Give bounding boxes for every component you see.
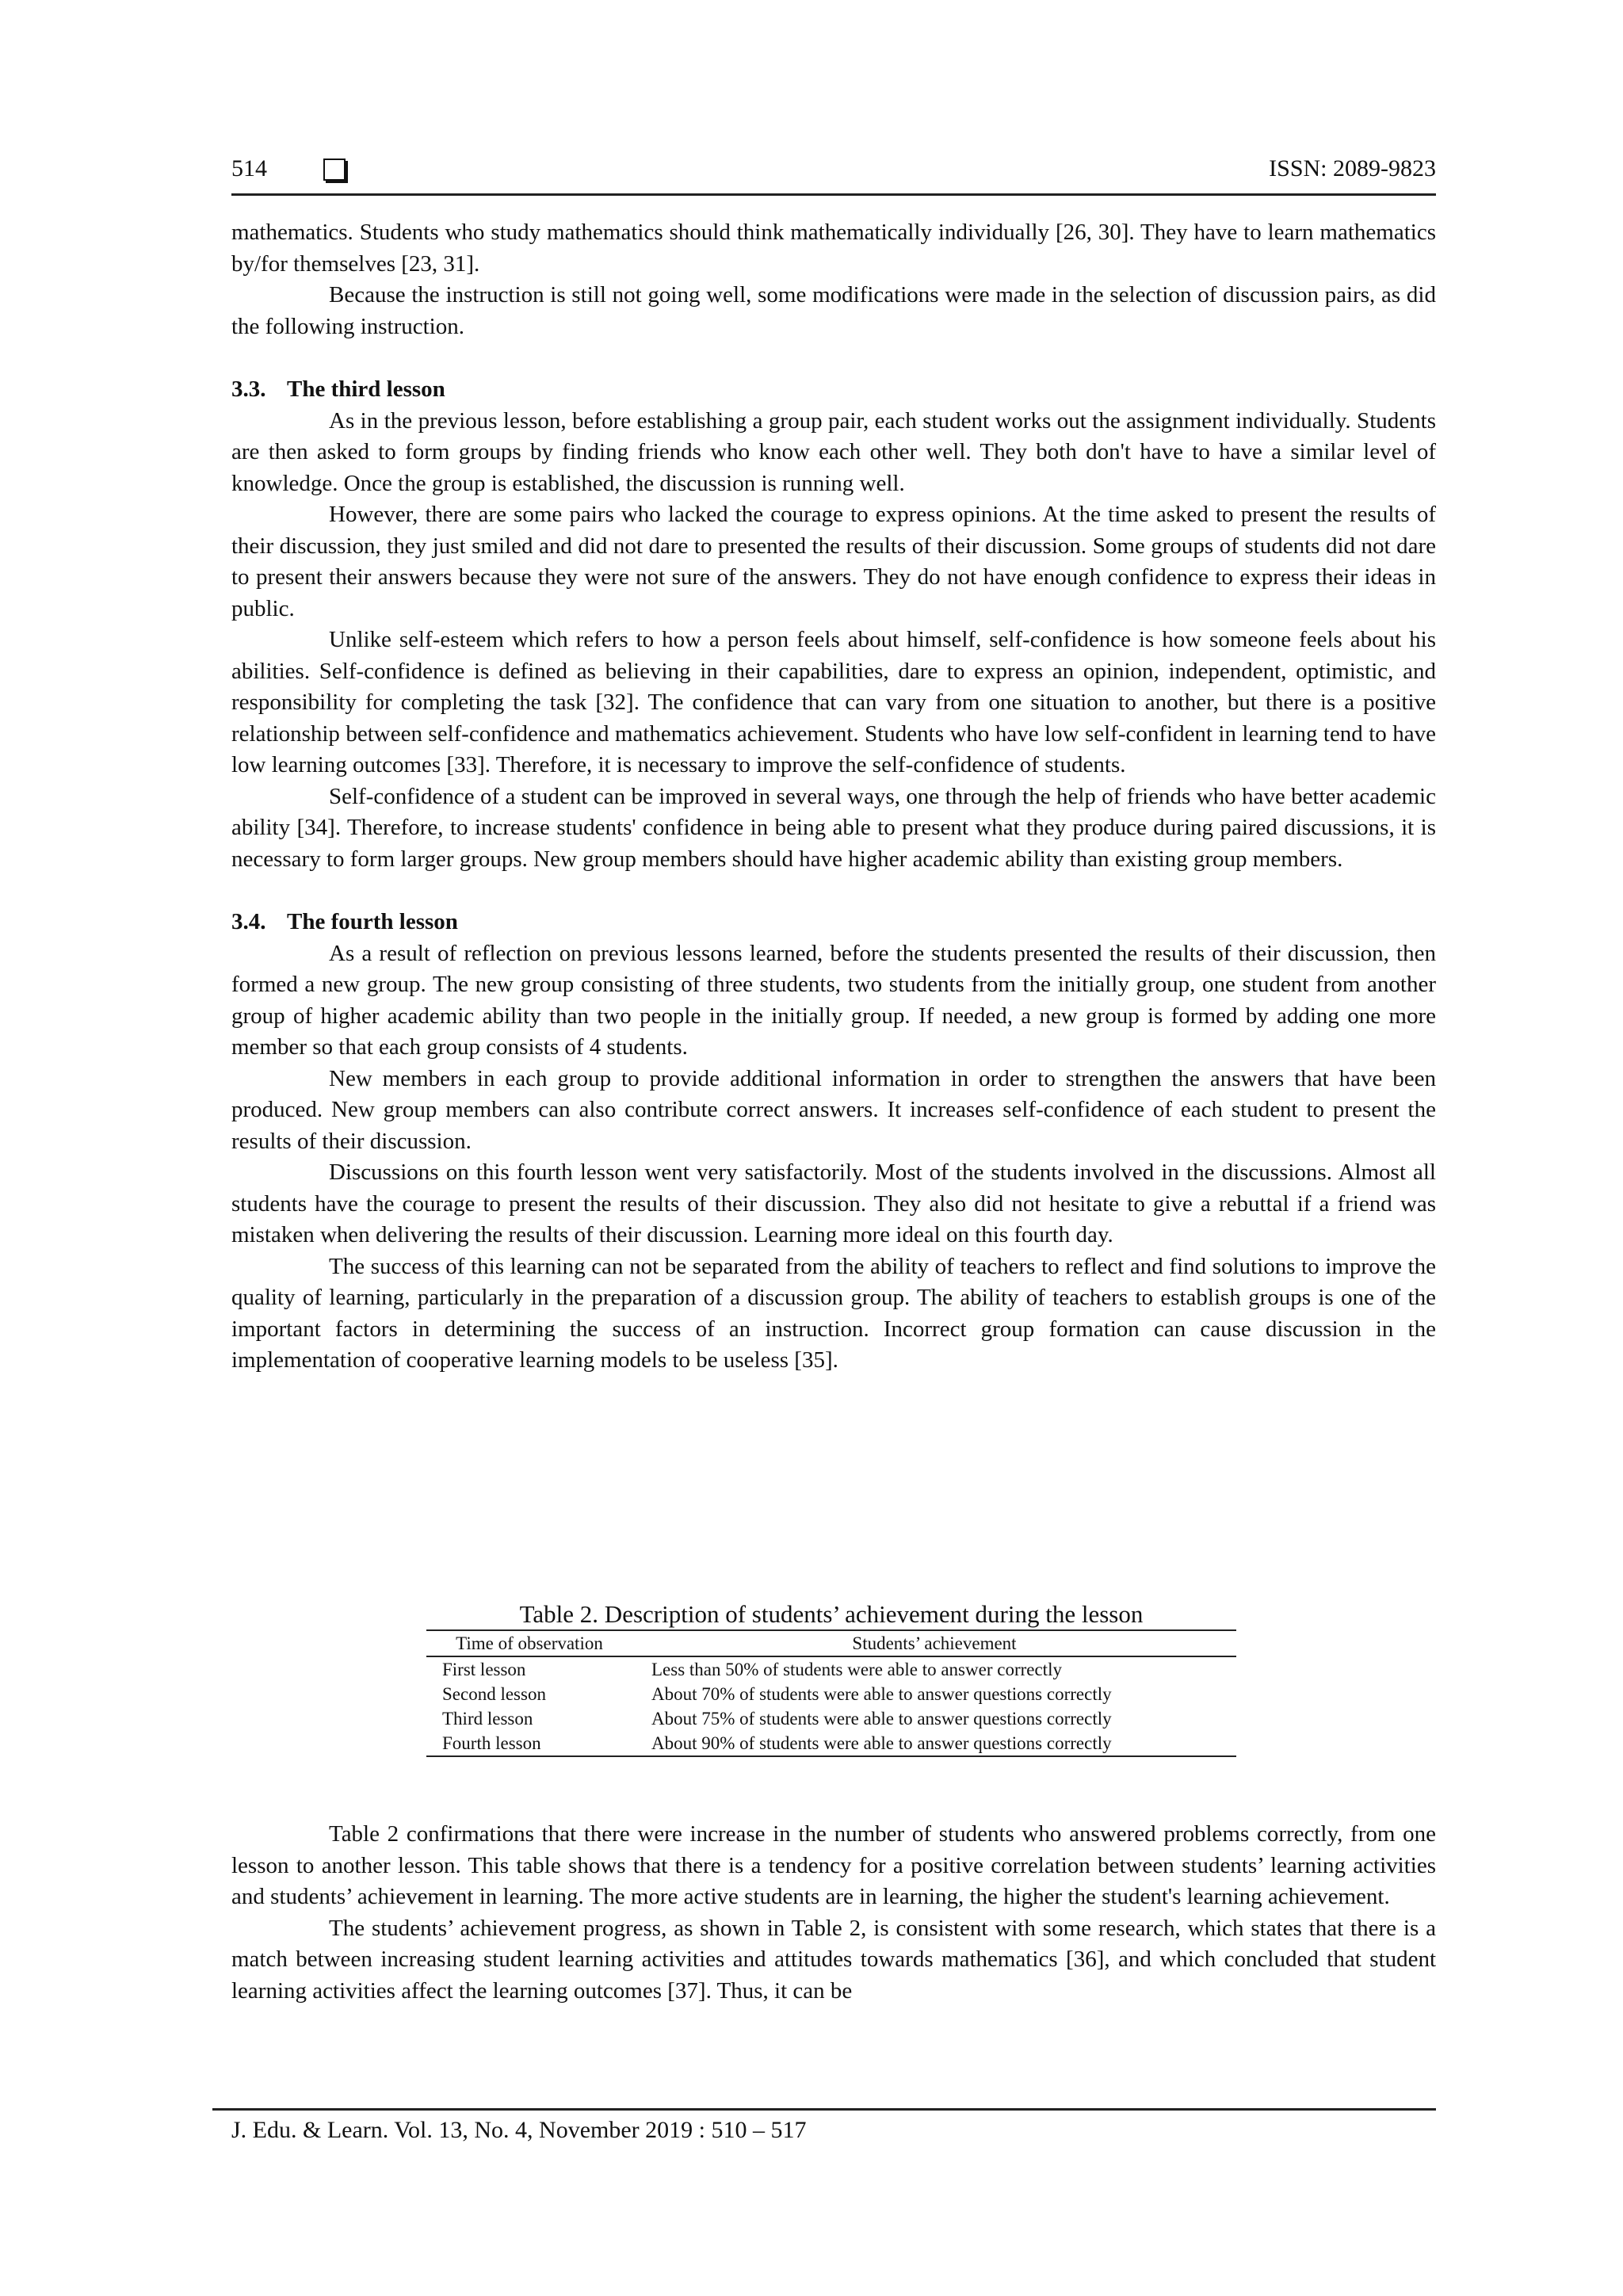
section-paragraph: As a result of reflection on previous lessons learned, before the students presented the results of their discussion, then formed a new group. The new group consisting of three students, two students from the initially group, one student from another group of higher academic ability than two people in the initially group. If needed, a new group is formed by adding one more member so that each group consists of 4 students. <box>231 940 1436 1060</box>
section-paragraph: The success of this learning can not be separated from the ability of teachers to reflect and find solutions to improve the quality of learning, particularly in the preparation of a discussion group. The ability of teachers to establish groups is one of the important factors in determining the success of an instruction. Incorrect group formation can cause discussion in the implementation of cooperative learning models to be useless [35]. <box>231 1253 1436 1373</box>
table-cell: First lesson <box>442 1660 526 1679</box>
table-cell: About 90% of students were able to answer questions correctly <box>651 1733 1112 1753</box>
section-paragraph: Discussions on this fourth lesson went very satisfactorily. Most of the students involved in the discussions. Almost all students have the courage to present the results of their discussion. They also did not hesitate to give a rebuttal if a friend was mistaken when delivering the results of their discussion. Learning more ideal on this fourth day. <box>231 1159 1436 1247</box>
intro-paragraph: mathematics. Students who study mathematics should think mathematically individually [26, 30]. They have to learn mathematics by/for themselves [23, 31]. <box>231 220 1436 277</box>
column-header: Time of observation <box>426 1630 632 1656</box>
section-number: 3.3. <box>231 376 266 402</box>
closing-paragraph: The students’ achievement progress, as shown in Table 2, is consistent with some research, which states that there is a match between increasing student learning activities and attitudes towards mathematics [36], and which concluded that student learning activities affect the learning outcomes [37]. Thus, it can be <box>231 1915 1436 2004</box>
section-paragraph: Unlike self-esteem which refers to how a person feels about himself, self-confidence is how someone feels about his abilities. Self-confidence is defined as believing in their capabilities, dare to express an opinion, independent, optimistic, and responsibility for completing the task [32]. The confidence that can vary from one situation to another, but there is a positive relationship between self-confidence and mathematics achievement. Students who have low self-confident in learning tend to have low learning outcomes [33]. Therefore, it is necessary to improve the self-confidence of students. <box>231 627 1436 777</box>
table-cell: Third lesson <box>442 1709 533 1729</box>
lower-body-text <box>231 1819 1436 2007</box>
table-row <box>426 1656 1236 1682</box>
upper-body-text <box>231 217 1436 1377</box>
table-header-row <box>426 1630 1236 1656</box>
table-cell: Less than 50% of students were able to answer correctly <box>651 1660 1062 1679</box>
section-heading-3-4 <box>231 907 1436 938</box>
section-title: The fourth lesson <box>287 909 458 934</box>
intro-paragraph: Because the instruction is still not going well, some modifications were made in the selection of discussion pairs, as did the following instruction. <box>231 282 1436 339</box>
table-row <box>426 1731 1236 1756</box>
section-paragraph: Self-confidence of a student can be improved in several ways, one through the help of friends who have better academic ability [34]. Therefore, to increase students' confidence in being able to present what they produce during paired discussions, it is necessary to form larger groups. New group members should have higher academic ability than existing group members. <box>231 783 1436 872</box>
table-cell: Fourth lesson <box>442 1733 541 1753</box>
table-row <box>426 1682 1236 1706</box>
section-heading-3-3 <box>231 374 1436 406</box>
table-cell: About 70% of students were able to answer questions correctly <box>651 1684 1112 1704</box>
section-title: The third lesson <box>287 376 445 402</box>
page-footer <box>212 2108 1436 2144</box>
closing-paragraph: Table 2 confirmations that there were increase in the number of students who answered problems correctly, from one lesson to another lesson. This table shows that there is a tendency for a positive correlation between students’ learning activities and students’ achievement in learning. The more active students are in learning, the higher the student's learning achievement. <box>231 1821 1436 1909</box>
section-paragraph: However, there are some pairs who lacked the courage to express opinions. At the time asked to present the results of their discussion, they just smiled and did not dare to presented the results of their discussion. Some groups of students did not dare to present their answers because they were not sure of the answers. They do not have enough confidence to express their ideas in public. <box>231 502 1436 621</box>
section-paragraph: New members in each group to provide additional information in order to strengthen the answers that have been produced. New group members can also contribute correct answers. It increases self-confidence of each student to present the results of their discussion. <box>231 1065 1436 1154</box>
achievement-table <box>426 1629 1236 1757</box>
journal-citation: J. Edu. & Learn. Vol. 13, No. 4, November 2019 : 510 – 517 <box>231 2117 807 2143</box>
table-cell: Second lesson <box>442 1684 546 1704</box>
page-header <box>231 152 1436 196</box>
section-number: 3.4. <box>231 909 266 934</box>
table-cell: About 75% of students were able to answer questions correctly <box>651 1709 1112 1729</box>
table-caption: Table 2. Description of students’ achievement during the lesson <box>519 1600 1144 1628</box>
page-number: 514 <box>231 155 267 181</box>
table-row <box>426 1706 1236 1731</box>
column-header: Students’ achievement <box>632 1630 1236 1656</box>
checkbox-square-icon <box>323 159 346 181</box>
table-2 <box>426 1599 1236 1757</box>
issn: ISSN: 2089-9823 <box>1269 155 1436 181</box>
section-paragraph: As in the previous lesson, before establishing a group pair, each student works out the assignment individually. Students are then asked to form groups by finding friends who know each other well. They both don't have to have a similar level of knowledge. Once the group is established, the discussion is running well. <box>231 407 1436 496</box>
